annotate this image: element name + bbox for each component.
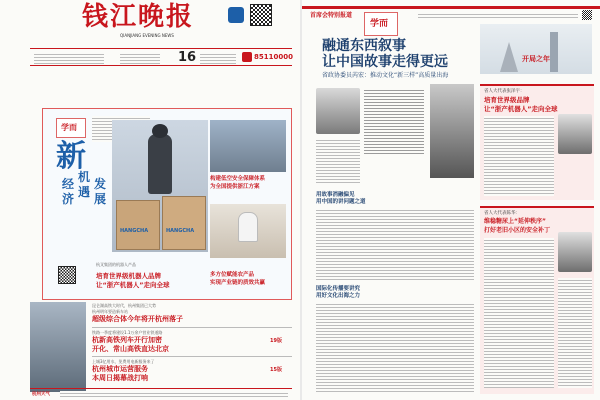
pagoda-shape xyxy=(500,42,518,72)
header-tag: 首席会特别报道 xyxy=(310,12,353,19)
feature-title-c2: 济 xyxy=(62,192,75,206)
masthead-emblem-icon xyxy=(228,7,244,23)
info-bar xyxy=(30,48,292,66)
robot-photo xyxy=(112,120,208,252)
sidebar2-line2: 打好老旧小区的安全补丁 xyxy=(484,227,551,234)
masthead-logo: 钱江晚报 xyxy=(82,2,195,32)
main-headline-line2: 让中国故事走得更远 xyxy=(322,54,448,70)
news2-headline: 杭新高铁列车开行加密 xyxy=(92,336,162,344)
box-right xyxy=(162,196,206,250)
hotline-number: 85110000 xyxy=(254,53,293,61)
headline3-line2: 实现产业链的质效共赢 xyxy=(210,280,266,286)
news3-subhead: 本周日揭幕战打响 xyxy=(92,374,148,382)
box-brand-label-2: HANGCHA xyxy=(166,228,195,234)
section-logo-text: 学而 xyxy=(370,19,389,29)
intro-text-block xyxy=(364,88,424,154)
masthead-en: QIANJIANG EVENING NEWS xyxy=(120,33,174,38)
feature-title-c6: 展 xyxy=(94,192,107,206)
landmark-caption: 开局之年 xyxy=(522,54,550,63)
portrait-sidebar1 xyxy=(558,114,592,154)
divider-1 xyxy=(92,327,292,328)
news3-small: 上城3亿用水，免费用电新服务来了 xyxy=(92,359,155,364)
robot-figure xyxy=(148,134,172,194)
news2-stamp: 19版 xyxy=(270,338,282,344)
news1-line2: 杭州明年要造新车站 xyxy=(92,309,128,314)
body-text-2 xyxy=(316,302,474,394)
body-text-1 xyxy=(316,208,474,282)
worker-figure xyxy=(238,212,258,242)
headline2-line2: 为全国提供浙江方案 xyxy=(210,184,260,190)
box-left xyxy=(116,200,160,250)
news1-headline: 超级综合体今年将开杭州落子 xyxy=(92,315,183,323)
footer-bar xyxy=(30,388,292,398)
section-stamp xyxy=(56,118,86,138)
sub2-line2: 用好文化出海之力 xyxy=(316,293,361,299)
header-info-text xyxy=(418,12,578,18)
sub1-line1: 用故事消融偏见 xyxy=(316,192,355,198)
sidebar2-text-b xyxy=(558,278,592,388)
footer-weather-text xyxy=(60,391,288,397)
footer-label: 杭州天气 xyxy=(32,392,50,397)
sidebar1-line1: 培育世界级品牌 xyxy=(484,96,530,104)
robot-head xyxy=(152,124,168,138)
news1-line1: 昆仑湖高铁大时代，杭州集团已大势 xyxy=(92,303,156,308)
feature-qr-icon xyxy=(58,266,76,284)
info-date-block xyxy=(120,52,160,64)
section-logo-box xyxy=(364,12,398,36)
info-text-block xyxy=(34,52,104,64)
landmark-illustration xyxy=(480,24,592,74)
sidebar2-line1: 维稳糖尿上“延伸秩序” xyxy=(484,218,546,225)
page-number: 16 xyxy=(178,50,197,65)
sidebar2-text xyxy=(484,238,554,388)
portrait-sidebar2 xyxy=(558,232,592,272)
sidebar2-kicker: 省人大代表陈华： xyxy=(484,211,520,216)
sidebar1-kicker: 省人大代表张泽宇： xyxy=(484,89,525,94)
main-headline-line1: 融通东西叙事 xyxy=(322,38,406,54)
info-edition-block xyxy=(200,52,236,64)
feature-title-c3: 机 xyxy=(78,170,91,184)
feature-title-c5: 发 xyxy=(94,177,107,191)
hotline-badge xyxy=(242,52,252,62)
col1-text-a xyxy=(316,138,360,184)
tower-shape xyxy=(550,32,558,72)
drone-photo xyxy=(210,120,286,172)
sub2-line1: 国际化传播要讲究 xyxy=(316,286,361,292)
feature-title-c1: 经 xyxy=(62,177,75,191)
headline2-line1: 构建低空安全保障体系 xyxy=(210,176,266,182)
sidebar1-text xyxy=(484,116,554,196)
sub1-line2: 用中国的讲问题之道 xyxy=(316,199,366,205)
headline1-line2: 让“浙产机器人”走向全球 xyxy=(96,281,170,289)
main-subheadline: 省政协委员芮宏：推动文化“新三样”高质量出海 xyxy=(322,72,449,79)
headline3-line1: 多方位赋能农产品 xyxy=(210,272,255,278)
header-red-bar xyxy=(302,6,600,9)
news3-stamp: 15版 xyxy=(270,367,282,373)
news3-headline: 杭州城市运营服务 xyxy=(92,365,148,373)
header-qr-icon xyxy=(582,10,592,20)
large-photo xyxy=(430,84,474,178)
robot-caption: 杭叉集团的机器人产品 xyxy=(96,262,136,267)
feature-title-c4: 遇 xyxy=(78,185,91,199)
box-brand-label: HANGCHA xyxy=(120,228,149,234)
news2-subhead: 开化、常山高铁直达北京 xyxy=(92,345,169,353)
section-stamp-text: 学而 xyxy=(61,123,77,132)
news2-small: 铁路一季度将建设1.1万余户营业铁道路 xyxy=(92,330,163,335)
city-photo xyxy=(30,302,86,392)
divider-2 xyxy=(92,356,292,357)
feature-title-big: 新 xyxy=(56,139,86,174)
headline1-line1: 培育世界级机器人品牌 xyxy=(96,272,161,280)
portrait-main xyxy=(316,88,360,134)
sidebar1-line2: 让“浙产机器人”走向全球 xyxy=(484,105,558,113)
inner-page xyxy=(302,0,600,400)
masthead-qr-icon xyxy=(250,4,272,26)
